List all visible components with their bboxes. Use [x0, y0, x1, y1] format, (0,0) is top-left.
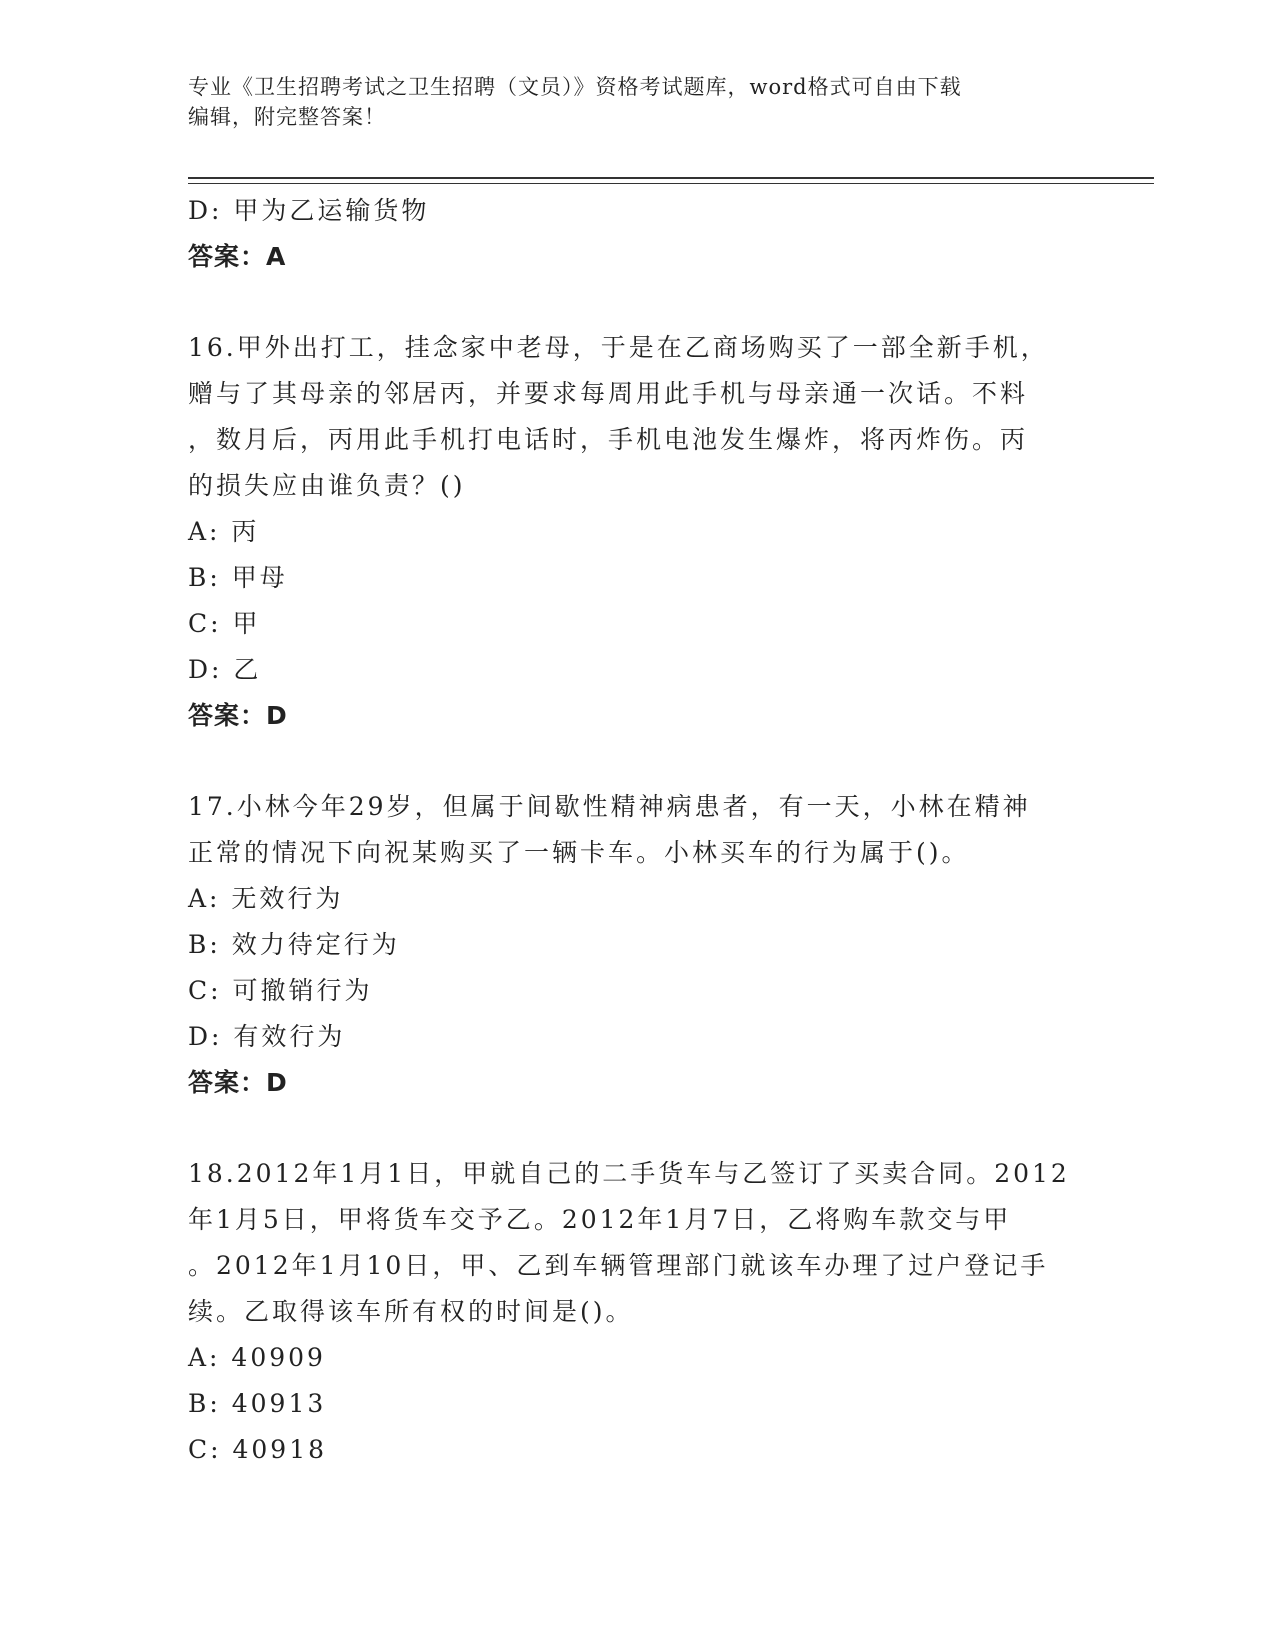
question-17-answer: 答案：D: [188, 1068, 288, 1097]
question-16-line-3: ，数月后，丙用此手机打电话时，手机电池发生爆炸，将丙炸伤。丙: [188, 425, 1029, 454]
question-16-answer: 答案：D: [188, 701, 288, 730]
question-17-option-c: C: 可撤销行为: [188, 976, 373, 1005]
header-line-2: 编辑，附完整答案！: [188, 105, 386, 129]
question-18-line-1: 18.2012年1月1日，甲就自己的二手货车与乙签订了买卖合同。2012: [188, 1159, 1070, 1188]
question-16-option-d: D: 乙: [188, 655, 262, 684]
question-16-option-a: A: 丙: [188, 517, 260, 546]
question-18-line-4: 续。乙取得该车所有权的时间是()。: [188, 1297, 634, 1326]
prev-option-d: D: 甲为乙运输货物: [188, 196, 430, 225]
spacer: [188, 280, 1088, 325]
spacer: [188, 739, 1088, 784]
question-18-option-b: B: 40913: [188, 1389, 327, 1418]
question-18-option-a: A: 40909: [188, 1343, 326, 1372]
question-17: [188, 784, 1088, 1106]
question-17-option-a: A: 无效行为: [188, 884, 344, 913]
question-16: [188, 325, 1088, 739]
question-16-line-2: 赠与了其母亲的邻居丙，并要求每周用此手机与母亲通一次话。不料: [188, 379, 1029, 408]
question-16-line-1: 16.甲外出打工，挂念家中老母，于是在乙商场购买了一部全新手机，: [188, 333, 1049, 362]
page-header: [188, 72, 1088, 132]
question-18-option-c: C: 40918: [188, 1435, 328, 1464]
question-16-option-c: C: 甲: [188, 609, 261, 638]
prev-answer: 答案：A: [188, 242, 287, 271]
header-line-1: 专业《卫生招聘考试之卫生招聘（文员）》资格考试题库，word格式可自由下载: [188, 75, 962, 99]
question-18: [188, 1151, 1088, 1473]
question-17-line-1: 17.小林今年29岁，但属于间歇性精神病患者，有一天，小林在精神: [188, 792, 1031, 821]
spacer: [188, 1106, 1088, 1151]
header-rule-thin: [188, 183, 1154, 184]
question-16-option-b: B: 甲母: [188, 563, 288, 592]
question-content: [188, 188, 1088, 1473]
question-18-line-2: 年1月5日，甲将货车交予乙。2012年1月7日，乙将购车款交与甲: [188, 1205, 1012, 1234]
question-17-line-2: 正常的情况下向祝某购买了一辆卡车。小林买车的行为属于()。: [188, 838, 970, 867]
question-18-line-3: 。2012年1月10日，甲、乙到车辆管理部门就该车办理了过户登记手: [188, 1251, 1049, 1280]
question-17-option-d: D: 有效行为: [188, 1022, 346, 1051]
question-17-option-b: B: 效力待定行为: [188, 930, 400, 959]
header-rule-thick: [188, 177, 1154, 179]
question-16-line-4: 的损失应由谁负责？(): [188, 471, 466, 500]
